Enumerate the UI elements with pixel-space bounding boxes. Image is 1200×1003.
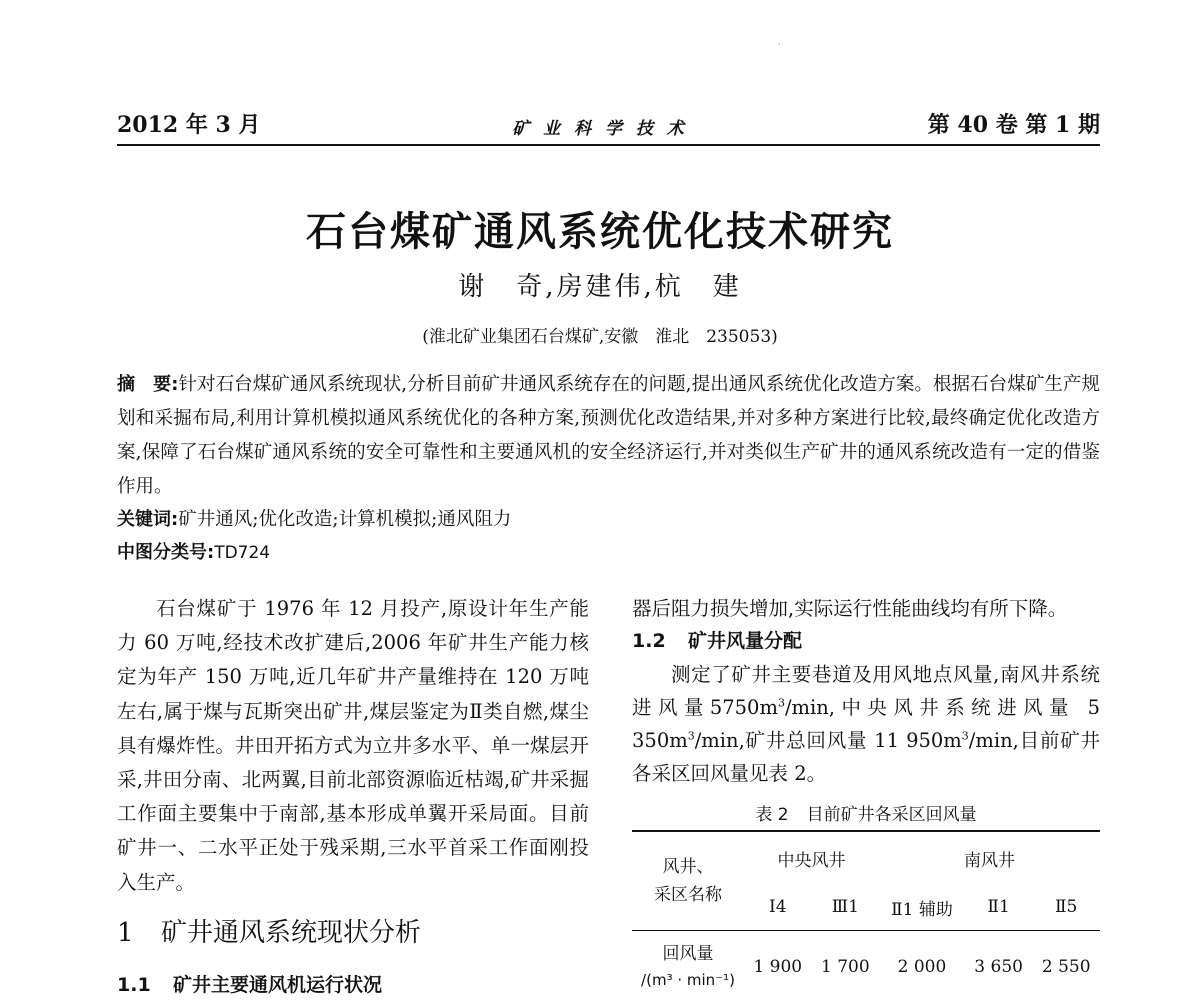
table-cell: 2 550 <box>1032 931 1100 1003</box>
section-1-1-number: 1.1 <box>117 974 173 996</box>
section-1-title: 矿井通风系统现状分析 <box>161 918 421 948</box>
row-header-line1: 风井、 <box>632 853 744 881</box>
airflow-text-d: /min,目前矿井各采区回风量见表 2。 <box>632 729 1100 785</box>
section-1-heading <box>117 912 421 949</box>
abstract-text: 针对石台煤矿通风系统现状,分析目前矿井通风系统存在的问题,提出通风系统优化改造方案。根据石台煤矿生产规划和采掘布局,利用计算机模拟通风系统优化的各种方案,预测优化改造结果,并对多种方案进行比较,最终确定优化改造方案,保障了石台煤矿通风系统的安全可靠性和主要通风机的安全经济运行,并对类似生产矿井的通风系统改造有一定的借鉴作用。 <box>117 374 1100 497</box>
row-label-line1: 回风量 <box>632 941 744 967</box>
paper-affiliation: (淮北矿业集团石台煤矿,安徽 淮北 235053) <box>0 322 1200 347</box>
section-1-1-title: 矿井主要通风机运行状况 <box>173 974 382 996</box>
clc-value: TD724 <box>214 543 270 563</box>
header-date: 2012 年 3 月 <box>117 108 261 139</box>
group-south: 南风井 <box>879 831 1100 884</box>
section-1-number: 1 <box>117 918 161 948</box>
keywords-text: 矿井通风;优化改造;计算机模拟;通风阻力 <box>178 509 511 530</box>
header-journal: 矿 业 科 学 技 术 <box>0 114 1200 139</box>
table-cell: 3 650 <box>965 931 1033 1003</box>
table-number: 表 2 <box>755 805 788 825</box>
table-caption <box>632 800 1100 825</box>
airflow-table <box>632 830 1100 1003</box>
row-label-line2: /(m³ · min⁻¹) <box>632 967 744 993</box>
column-header: Ⅱ1 <box>965 884 1033 931</box>
table-row-label <box>632 931 744 1003</box>
scan-dot: · <box>778 40 781 49</box>
paper-title: 石台煤矿通风系统优化技术研究 <box>0 200 1200 257</box>
table-row-header <box>632 831 744 931</box>
header-volume-issue: 第 40 卷 第 1 期 <box>928 108 1100 139</box>
section-1-2-heading <box>632 625 1100 658</box>
airflow-text-b: /min,中央风井系统进风量 5 350m <box>632 696 1100 752</box>
column-header: Ⅱ5 <box>1032 884 1100 931</box>
table-cell: 1 900 <box>744 931 812 1003</box>
right-column <box>632 592 1100 790</box>
row-header-line2: 采区名称 <box>632 881 744 909</box>
left-column <box>117 592 589 900</box>
airflow-paragraph <box>632 658 1100 790</box>
paper-authors: 谢 奇,房建伟,杭 建 <box>0 266 1200 303</box>
table-cell: 1 700 <box>812 931 880 1003</box>
table-cell: 2 000 <box>879 931 965 1003</box>
column-header: Ⅱ1 辅助 <box>879 884 965 931</box>
keywords <box>117 505 1100 535</box>
clc-label: 中图分类号: <box>117 542 214 563</box>
intro-paragraph: 石台煤矿于 1976 年 12 月投产,原设计年生产能力 60 万吨,经技术改扩建后,2006 年矿井生产能力核定为年产 150 万吨,近几年矿井产量维持在 120 万吨左右,属于煤与瓦斯突出矿井,煤层鉴定为Ⅱ类自燃,煤尘具有爆炸性。井田开拓方式为立井多水平、单一煤层开采,井田分南、北两翼,目前北部资源临近枯竭,矿井采掘工作面主要集中于南部,基本形成单翼开采局面。目前矿井一、二水平正处于残采期,三水平首采工作面刚投入生产。 <box>117 592 589 900</box>
keywords-label: 关键词: <box>117 509 178 530</box>
abstract <box>117 368 1100 504</box>
airflow-text-c: /min,矿井总回风量 11 950m <box>695 729 962 752</box>
superscript-3: 3 <box>778 697 785 710</box>
continuation-paragraph: 器后阻力损失增加,实际运行性能曲线均有所下降。 <box>632 592 1100 625</box>
column-header: Ⅲ1 <box>812 884 880 931</box>
classification-number <box>117 538 1100 568</box>
superscript-3: 3 <box>962 730 969 743</box>
table-caption-text: 目前矿井各采区回风量 <box>807 805 977 825</box>
section-1-1-heading <box>117 970 382 997</box>
superscript-3: 3 <box>688 730 695 743</box>
column-header: Ⅰ4 <box>744 884 812 931</box>
abstract-label: 摘 要: <box>117 374 178 395</box>
section-1-2-title: 矿井风量分配 <box>688 630 802 652</box>
section-1-2-number: 1.2 <box>632 625 688 658</box>
airflow-text-a: 测定了矿井主要巷道及用风地点风量,南风井系统进风量5750m <box>632 663 1100 719</box>
header-rule <box>117 144 1100 146</box>
group-central: 中央风井 <box>744 831 879 884</box>
